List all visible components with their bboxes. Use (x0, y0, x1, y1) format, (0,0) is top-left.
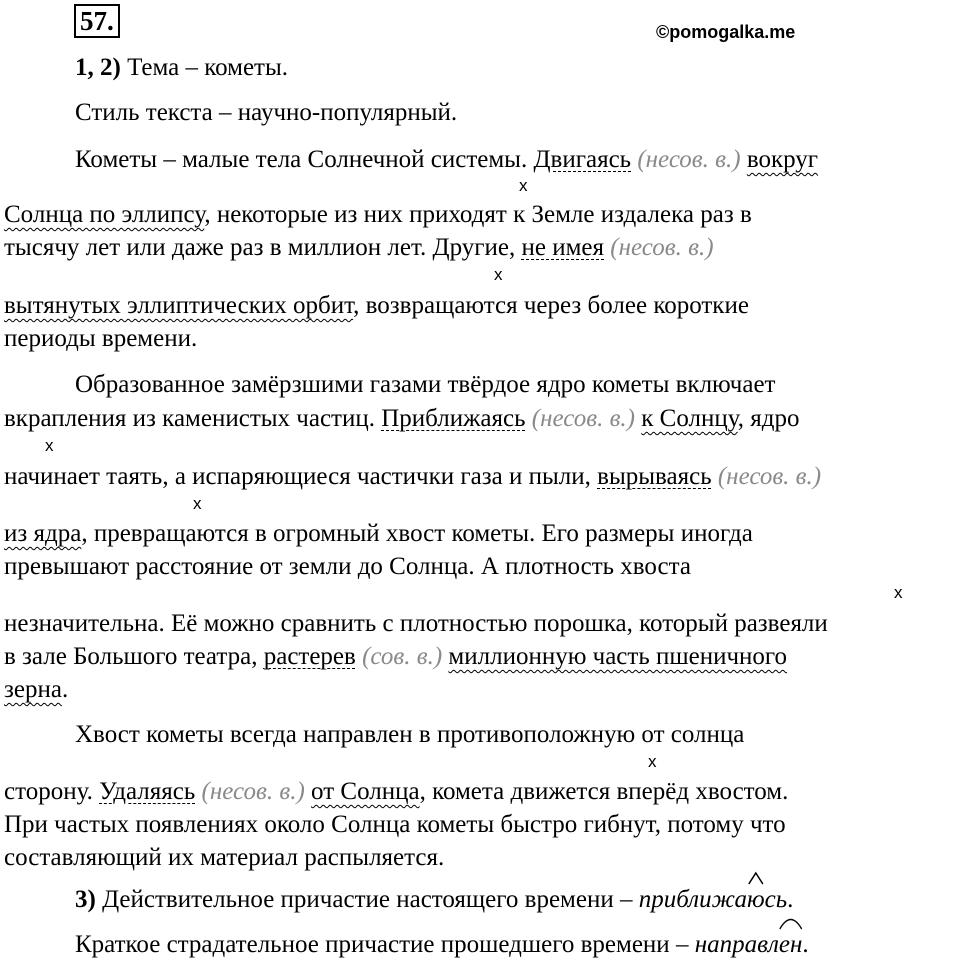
cross-mark: x (648, 752, 657, 771)
adverbial-modifier: Солнца по эллипсу (4, 201, 205, 228)
cross-mark: x (894, 583, 903, 602)
suffix-text: ю (747, 886, 765, 913)
text-line (4, 200, 752, 230)
text-line (4, 519, 753, 549)
item-number: 1, 2) (75, 54, 121, 81)
text-line: превышают расстояние от земли до Солнца. А плотность хвоста (4, 553, 691, 580)
text-line: Хвост кометы всегда направлен в противоположную от солнца (75, 721, 745, 748)
suffix-marked (779, 930, 803, 960)
exercise-number: 57. (74, 4, 120, 38)
text-line (4, 291, 749, 321)
text-span: Действительное причастие настоящего времени – (95, 886, 639, 913)
gerund: Удаляясь (99, 778, 196, 805)
word-ending: сь (764, 886, 788, 913)
suffix-marked (747, 885, 765, 915)
text-span: , ядро (737, 405, 800, 432)
adverbial-modifier: из ядра (4, 520, 82, 547)
suffix-text: ен (778, 931, 803, 958)
object-phrase: зерна (4, 676, 62, 703)
cross-mark: x (494, 265, 503, 284)
watermark: ©pomogalka.me (656, 22, 796, 42)
suffix-arc-icon (747, 871, 765, 885)
text-line (4, 675, 68, 705)
text-line: составляющий их материал распыляется. (4, 844, 445, 871)
text-line: незначительна. Её можно сравнить с плотностью порошка, который развеяли (4, 610, 828, 637)
text-span: . (61, 676, 69, 703)
text-span: вкрапления из каменистых частиц. (4, 405, 382, 432)
adverbial-modifier: вокруг (746, 146, 819, 173)
aspect-note: (несов. в.) (717, 463, 822, 490)
text-span: тысячу лет или даже раз в миллион лет. Другие, (4, 234, 522, 261)
topic-text: Тема – кометы. (120, 54, 289, 81)
text-span: . (802, 931, 809, 958)
adverbial-modifier: от Солнца (311, 778, 420, 805)
word-stem: направл (694, 931, 779, 958)
text-line (4, 462, 821, 492)
text-line: периоды времени. (4, 325, 198, 352)
text-span: Кометы – малые тела Солнечной системы. (75, 146, 534, 173)
text-line (4, 777, 788, 807)
aspect-note: (несов. в.) (201, 778, 305, 805)
aspect-note: (сов. в.) (362, 643, 443, 670)
cross-mark: x (519, 176, 528, 195)
text-line: При частых появлениях около Солнца кометы быстро гибнут, потому что (4, 811, 786, 838)
text-span: , некоторые из них приходят к Земле издалека раз в (204, 201, 752, 228)
gerund: вырываясь (597, 463, 712, 490)
gerund: не имея (521, 234, 605, 261)
gerund: Приближаясь (381, 405, 526, 432)
aspect-note: (несов. в.) (637, 146, 741, 173)
text-span: , превращаются в огромный хвост кометы. Его размеры иногда (81, 520, 753, 547)
text-line (4, 404, 799, 434)
gerund: Двигаясь (533, 146, 632, 173)
text-span: начинает таять, а испаряющиеся частички газа и пыли, (4, 463, 598, 490)
participle-word (639, 886, 787, 913)
paragraph-answer-3 (75, 885, 793, 915)
text-span: в зале Большого театра, (4, 643, 264, 670)
paragraph-style: Стиль текста – научно-популярный. (75, 99, 458, 126)
text-span: сторону. (4, 778, 100, 805)
item-number: 3) (75, 886, 96, 913)
word-stem: приближа (638, 886, 747, 913)
cross-mark: x (45, 436, 54, 455)
object-phrase: вытянутых эллиптических орбит (4, 292, 354, 319)
text-span: , возвращаются через более короткие (353, 292, 749, 319)
paragraph-short-participle (75, 930, 809, 960)
adverbial-modifier: к Солнцу (641, 405, 738, 432)
gerund: растерев (263, 643, 356, 670)
text-line (4, 233, 714, 263)
cross-mark: x (193, 494, 202, 513)
suffix-arc-icon (779, 916, 803, 930)
aspect-note: (несов. в.) (531, 405, 635, 432)
participle-word (695, 931, 803, 958)
text-span: . (787, 886, 794, 913)
object-phrase: миллионную часть пшеничного (448, 643, 788, 670)
text-line (4, 642, 787, 672)
text-line: Образованное замёрзшими газами твёрдое ядро кометы включает (75, 371, 776, 398)
aspect-note: (несов. в.) (610, 234, 714, 261)
text-line (75, 145, 818, 175)
paragraph-topic (75, 53, 288, 83)
text-span: Краткое страдательное причастие прошедшего времени – (75, 931, 695, 958)
text-span: , комета движется вперёд хвостом. (419, 778, 789, 805)
